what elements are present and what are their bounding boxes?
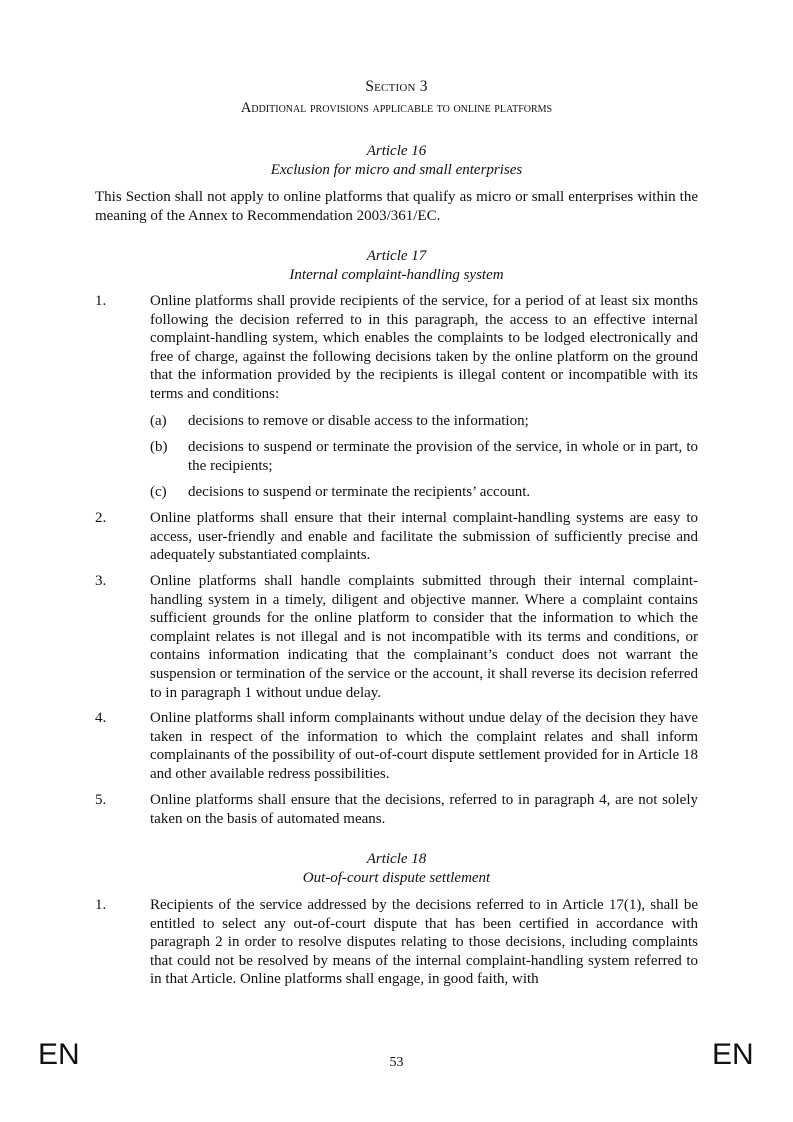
article-17-para-2-text: Online platforms shall ensure that their internal complaint-handling systems are easy to access, user-friendly and enable and facilitate the submission of sufficiently precise and adequately substantiated complaints. [150,510,698,564]
article-17-para-3-label: 3. [95,573,107,589]
article-17-para-2-label: 2. [95,510,107,526]
article-17-item-b-label: (b) [150,439,168,455]
article-17-para-1-text: Online platforms shall provide recipients of the service, for a period of at least six months following the decision referred to in this paragraph, the access to an effective internal complaint-handling system, which enables the complaints to be lodged electronically and free of charge, against the following decisions taken by the online platform on the ground that the information provided by the recipients is illegal content or incompatible with its terms and conditions: [150,293,698,402]
article-18-para-1-text: Recipients of the service addressed by the decisions referred to in Article 17(1), shall be entitled to select any out-of-court dispute that has been certified in accordance with paragraph 2 in order to resolve disputes relating to those decisions, including complaints that could not be resolved by means of the internal complaint-handling system referred to in that Article. Online platforms shall engage, in good faith, with [150,897,698,988]
article-17-title: Internal complaint-handling system [289,267,504,283]
section-number: Section 3 [365,78,428,95]
article-17-number: Article 17 [366,248,427,264]
section-title: Additional provisions applicable to online platforms [240,100,553,116]
article-18-para-1-label: 1. [95,897,107,913]
article-17-para-5-text: Online platforms shall ensure that the decisions, referred to in paragraph 4, are not solely taken on the basis of automated means. [150,792,698,827]
article-16-title: Exclusion for micro and small enterprises [270,162,523,178]
article-17-item-a-label: (a) [150,413,167,429]
article-17-para-5-label: 5. [95,792,107,808]
article-16-body: This Section shall not apply to online platforms that qualify as micro or small enterprises within the meaning of the Annex to Recommendation 2003/361/EC. [95,189,698,224]
article-17-item-b-text: decisions to suspend or terminate the provision of the service, in whole or in part, to the recipients; [188,439,698,474]
article-17-para-1-label: 1. [95,293,107,309]
article-17-item-a-text: decisions to remove or disable access to the information; [188,413,529,429]
article-17-item-c-label: (c) [150,484,167,500]
article-17-para-4-label: 4. [95,710,107,726]
article-18-title: Out-of-court dispute settlement [302,870,491,886]
article-17-para-3-text: Online platforms shall handle complaints submitted through their internal complaint-handling system in a timely, diligent and objective manner. Where a complaint contains sufficient grounds for the online platform to consider that the information to which the complaint relates is not illegal and is not incompatible with its terms and conditions, or contains information indicating that the complainant’s conduct does not warrant the suspension or termination of the service or the account, it shall reverse its decision referred to in paragraph 1 without undue delay. [150,573,698,701]
article-17-para-4-text: Online platforms shall inform complainants without undue delay of the decision they have taken in respect of the information to which the complaint relates and shall inform complainants of the possibility of out-of-court dispute settlement provided for in Article 18 and other available redress possibilities. [150,710,698,782]
article-18-number: Article 18 [366,851,427,867]
language-code-left: EN [38,1038,80,1071]
language-code-right: EN [712,1038,754,1071]
page-number: 53 [389,1055,404,1070]
article-17-item-c-text: decisions to suspend or terminate the recipients’ account. [188,484,531,500]
article-16-number: Article 16 [366,143,427,159]
